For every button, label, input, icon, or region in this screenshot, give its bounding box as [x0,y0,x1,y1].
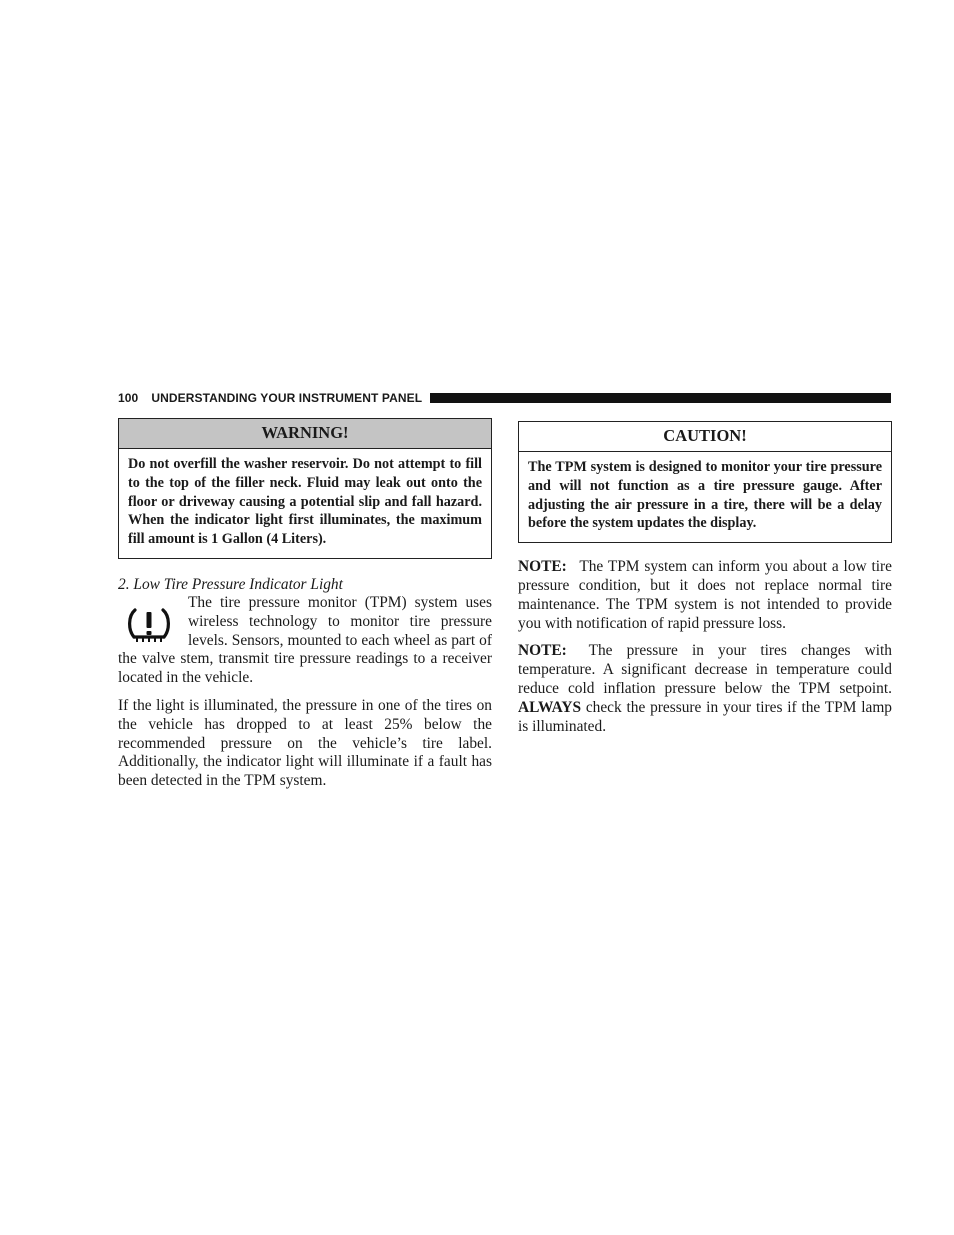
always-emphasis: ALWAYS [518,698,582,716]
section-heading: 2. Low Tire Pressure Indicator Light [118,575,343,593]
note-text: The pressure in your tires changes with temperature. A significant decrease in temperature could reduce cold inflation pressure below the TPM setpoint. [518,642,892,697]
warning-title: WARNING! [119,419,491,449]
tpm-paragraph-1: The tire pressure monitor (TPM) system uses wireless technology to monitor tire pressure levels. Sensors, mounted to each wheel as part of the valve stem, transmit tire pressure readings to a receiver located in the vehicle. [118,593,492,687]
left-column [118,418,492,791]
note-paragraph-2 [518,642,892,736]
right-column [518,421,892,736]
page-header [118,389,891,407]
tpm-description [118,594,492,688]
note-label: NOTE: [518,558,567,576]
tire-pressure-warning-icon [124,603,174,647]
caution-box [518,421,892,543]
note-label: NOTE: [518,642,567,660]
tpm-paragraph-2: If the light is illuminated, the pressure in one of the tires on the vehicle has dropped to at least 25% below the recommended pressure on the vehicle’s tire label. Additionally, the indicator light will illuminate if a fault has been detected in the TPM system. [118,696,492,790]
always-text: check the pressure in your tires if the TPM lamp is illuminated. [518,698,892,735]
section-title: UNDERSTANDING YOUR INSTRUMENT PANEL [151,391,423,405]
note-text: The TPM system can inform you about a low tire pressure condition, but it does not replace normal tire maintenance. The TPM system is not intended to provide you with notification of rapid pressure loss. [518,558,892,632]
warning-body: Do not overfill the washer reservoir. Do not attempt to fill to the top of the filler neck. Fluid may leak out onto the floor or driveway causing a potential slip and fall hazard. When the indicator light first illuminates, the maximum fill amount is 1 Gallon (4 Liters). [128,456,482,548]
header-rule [430,393,891,403]
page-number: 100 [118,391,139,405]
note-paragraph-1 [518,558,892,633]
warning-box [118,418,492,559]
caution-title: CAUTION! [519,422,891,452]
caution-body: The TPM system is designed to monitor your tire pressure and will not function as a tire pressure gauge. After adjusting the air pressure in a tire, there will be a delay before the system updates the display. [528,459,882,532]
